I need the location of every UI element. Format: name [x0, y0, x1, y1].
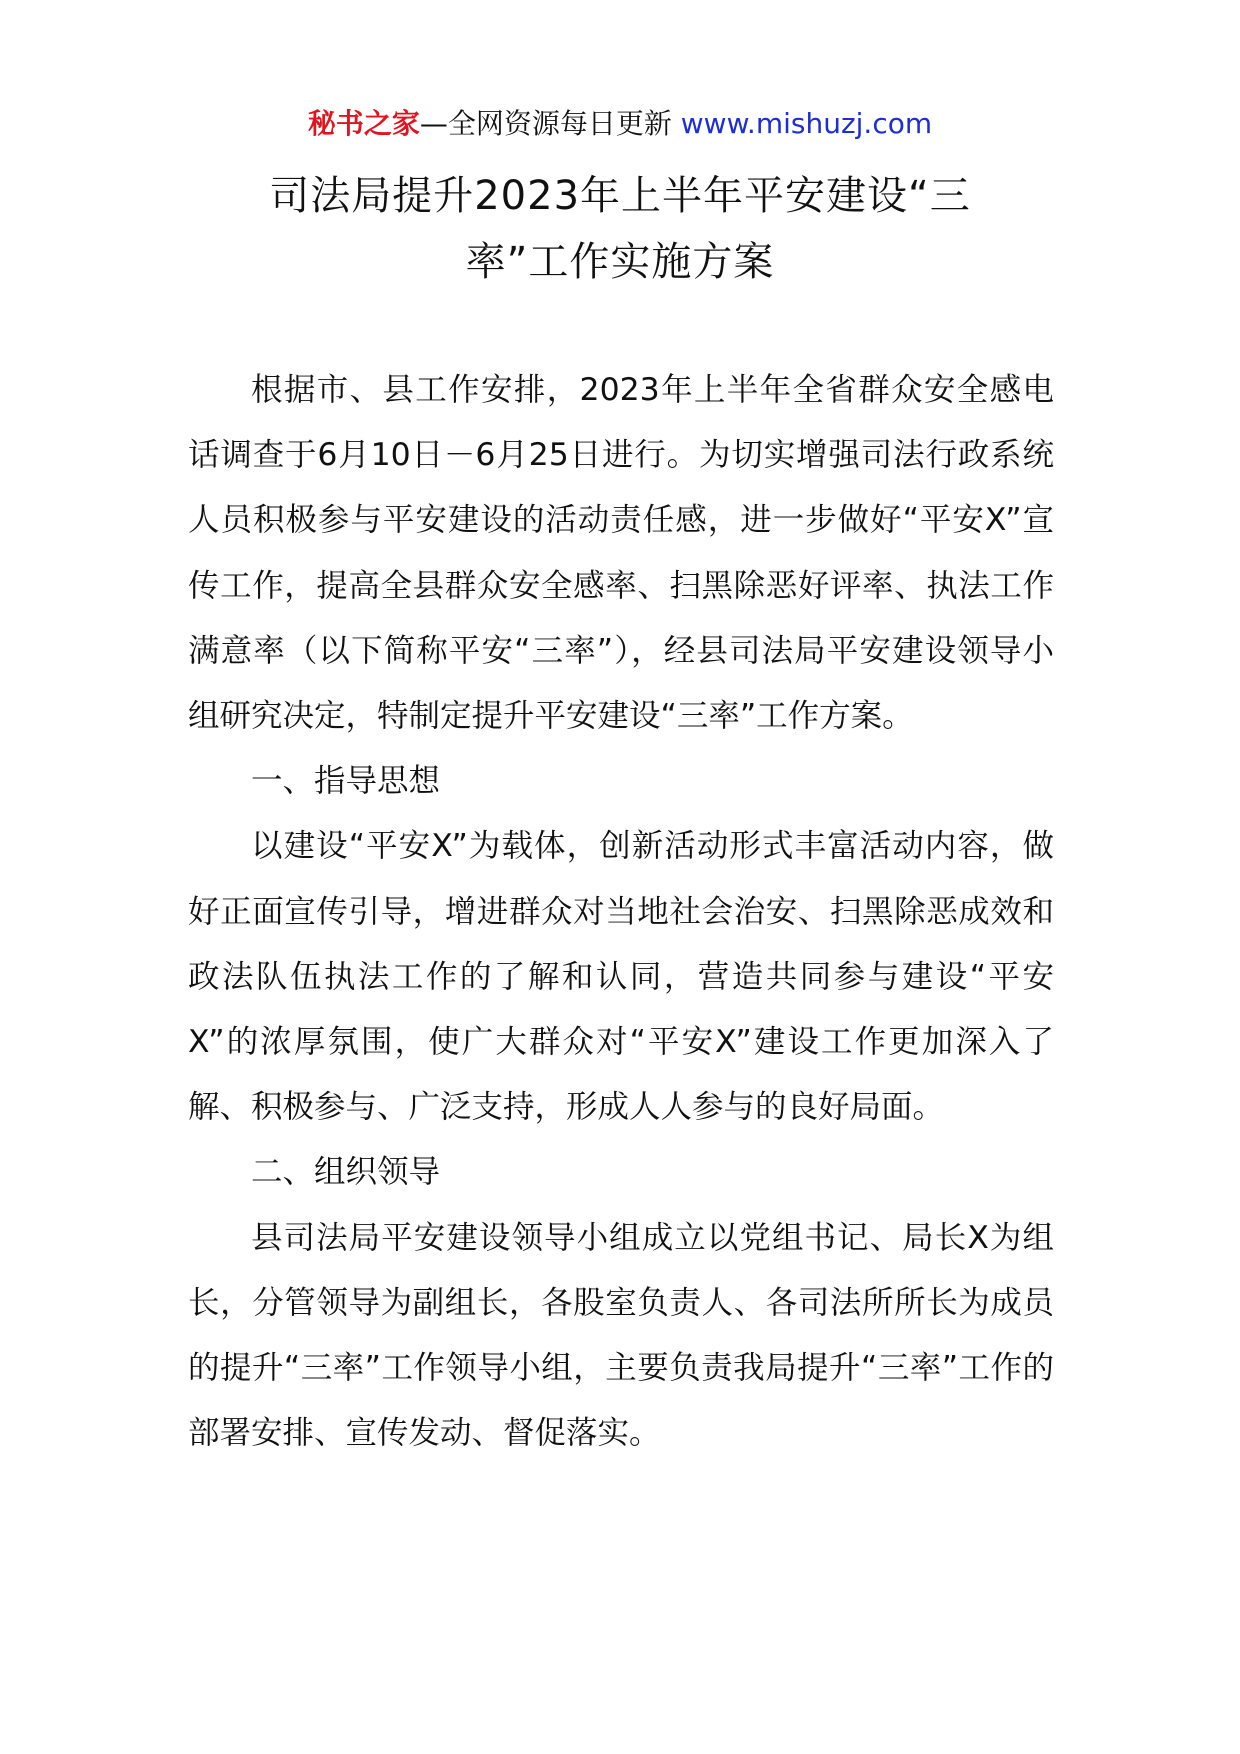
section-heading-guiding-ideology: 一、指导思想 [251, 763, 441, 800]
section-heading-leadership: 二、组织领导 [251, 1154, 441, 1191]
site-banner [0, 104, 1240, 144]
banner-tagline: —全网资源每日更新 [419, 107, 681, 140]
title-line-2: 率”工作实施方案 [465, 239, 775, 285]
document-body [188, 358, 1054, 1466]
guiding-ideology-paragraph: 以建设“平安X”为载体，创新活动形式丰富活动内容，做好正面宣传引导，增进群众对当地社会治安、扫黑除恶成效和政法队伍执法工作的了解和认同，营造共同参与建设“平安X”的浓厚氛围，使广大群众对“平安X”建设工作更加深入了解、积极参与、广泛支持，形成人人参与的良好局面。 [188, 828, 1054, 1126]
leadership-paragraph: 县司法局平安建设领导小组成立以党组书记、局长X为组长，分管领导为副组长，各股室负责人、各司法所所长为成员的提升“三率”工作领导小组，主要负责我局提升“三率”工作的部署安排、宣传发动、督促落实。 [188, 1219, 1054, 1452]
title-line-1: 司法局提升2023年上半年平安建设“三 [269, 173, 971, 219]
brand-name: 秘书之家 [307, 107, 420, 140]
site-url-link[interactable]: www.mishuzj.com [680, 107, 933, 140]
intro-paragraph: 根据市、县工作安排，2023年上半年全省群众安全感电话调查于6月10日－6月25日进行。为切实增强司法行政系统人员积极参与平安建设的活动责任感，进一步做好“平安X”宣传工作，提高全县群众安全感率、扫黑除恶好评率、执法工作满意率（以下简称平安“三率”），经县司法局平安建设领导小组研究决定，特制定提升平安建设“三率”工作方案。 [188, 372, 1054, 735]
document-title [200, 163, 1040, 295]
